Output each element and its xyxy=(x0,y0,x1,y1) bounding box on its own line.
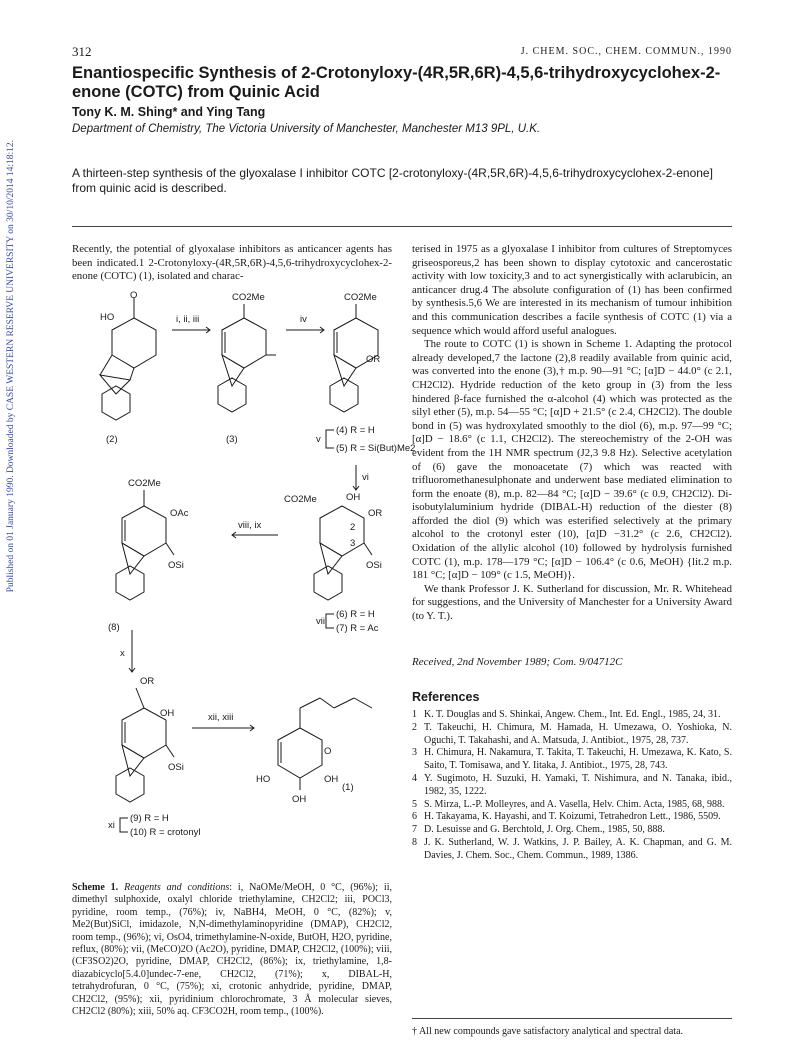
ring-compound-8 xyxy=(122,506,166,556)
intro-paragraph: Recently, the potential of glyoxalase inhibitors as anticancer agents has been indicated.1 2-Crotonyloxy-(4R,5R,6R)-4,5,6-trihydroxycyclohex-2-enone (COTC) (1), isolated and charac- xyxy=(72,243,392,283)
reference-item xyxy=(412,747,732,773)
reference-item xyxy=(412,773,732,799)
page-header xyxy=(72,44,732,62)
reference-number: 4 xyxy=(412,772,417,784)
atom-label: CO2Me xyxy=(128,478,161,489)
cyclohexane-9 xyxy=(116,768,144,802)
reference-text: Y. Sugimoto, H. Suzuki, H. Yamaki, T. Nishimura, and N. Tanaka, ibid., 1982, 35, 1222. xyxy=(424,772,732,797)
journal-running-head: J. CHEM. SOC., CHEM. COMMUN., 1990 xyxy=(520,46,732,57)
atom-label: OSi xyxy=(168,560,184,571)
cyclohexane-8 xyxy=(116,566,144,600)
compound-label-2: (2) xyxy=(106,434,118,445)
atom-label: OH xyxy=(292,794,307,805)
reference-number: 2 xyxy=(412,721,417,733)
compound-label-1: (1) xyxy=(342,782,354,793)
reference-number: 5 xyxy=(412,798,417,810)
atom-label: OAc xyxy=(170,508,189,519)
download-watermark xyxy=(0,140,22,660)
atom-label: HO xyxy=(100,312,115,323)
scheme-1-figure xyxy=(72,290,416,880)
body-paragraph: The route to COTC (1) is shown in Scheme 1. Adapting the protocol already developed,7 the lactone (2),8 readily available from quinic acid, was converted into the enone (3),† m.p. 90—91 °C; [α]D − 44.0° (c 2.1, CH2Cl2). Hydride reduction of the keto group in (3) from the less hindered β-face furnished the α-alcohol (4) which was protected as the silyl ether (5), m.p. 54—55 °C; [α]D + 21.5° (c 2.4, CH2Cl2). The double bond in (5) was hydroxylated smoothly to the diol (6), m.p. 97—99 °C; [α]D − 18.6° (c 1.1, CH2Cl2). The stereochemistry of the 2-OH was evident from the 1H NMR spectrum (J2,3 9.8 Hz). Selective acetylation of (6) gave the monoacetate (7) which was reacted with trifluoromethanesulphonate and underwent base mediated elimination to form the enoate (8), m.p. 82—84 °C; [α]D − 39.6° (c 0.9, CH2Cl2). Di-isobutylaluminium hydride (DIBAL-H) reduction of the diester (8) afforded the diol (9) which was esterified selectively at the primary alcohol to the crotonyl ester (10), [α]D −31.2° (c 2.6, CH2Cl2). Oxidation of the allylic alcohol (10) followed by hydrolysis furnished COTC (1), m.p. 178—179 °C; [α]D − 106.4° (c 0.6, MeOH) {lit.2 m.p. 181 °C; [α]D − 109° (c 1.5, MeOH)}. xyxy=(412,338,732,582)
reference-number: 1 xyxy=(412,709,417,720)
compound-label-4: (4) R = H xyxy=(336,425,375,436)
scheme-caption-text: : i, NaOMe/MeOH, 0 °C, (96%); ii, dimethyl sulphoxide, oxalyl chloride triethylamine, CH2Cl2; iii, POCl3, pyridine, room temp., (76%); iv, NaBH4, MeOH, 0 °C, (82%); v, Me2(But)SiCl, imidazole, N,N-dimethylaminopyridine (DMAP), CH2Cl2, room temp., (96%); vi, OsO4, trimethylamine-N-oxide, ButOH, H2O, pyridine, reflux, (80%); vii, (MeCO)2O (Ac2O), pyridine, DMAP, CH2Cl2, (100%); viii, (CF3SO2)2O, pyridine, DMAP, CH2Cl2, (86%); ix, triethylamine, 1,8-diazabicyclo[5.4.0]undec-7-ene, CH2Cl2, (71%); x, DIBAL-H, tetrahydrofuran, 0 °C, (75%); xi, crotonic anhydride, pyridine, DMAP, CH2Cl2, (95%); xii, pyridinium chlorochromate, 3 Å molecular sieves, CH2Cl2 (80%); xiii, 50% aq. CF3CO2H, room temp., (100%). xyxy=(72,882,392,1018)
atom-label: OR xyxy=(140,676,155,687)
reference-item xyxy=(412,811,732,824)
atom-number: 3 xyxy=(350,538,356,549)
body-paragraph: terised in 1975 as a glyoxalase I inhibitor from cultures of Streptomyces griseosporeus,2 has been shown to display cytotoxic and cancerostatic activity with low toxicity,3 and to act synergistically with aclarubicin, an anticancer drug.4 The absolute configuration of (1) has been confirmed by synthesis.5,6 We are interested in its mechanism of tumour inhibition and this communication describes a facile synthesis of COTC (1) via a sequence which would afford useful analogues. xyxy=(412,243,732,337)
ring-compound-6 xyxy=(320,506,364,556)
reference-number: 6 xyxy=(412,811,417,823)
cyclohexane-2 xyxy=(102,386,130,420)
reference-number: 7 xyxy=(412,824,417,836)
atom-label: HO xyxy=(256,774,271,785)
arrow-label-1: i, ii, iii xyxy=(176,314,200,325)
acetonide-6 xyxy=(320,543,342,574)
arrow-label-6: viii, ix xyxy=(238,520,262,531)
reference-number: 8 xyxy=(412,836,417,848)
reference-item xyxy=(412,837,732,863)
atom-label: OR xyxy=(366,354,381,365)
footnote-rule xyxy=(412,1018,732,1019)
reference-item xyxy=(412,799,732,812)
reference-item xyxy=(412,722,732,748)
atom-label: OH xyxy=(324,774,339,785)
atom-label: OH xyxy=(346,492,361,503)
references-list xyxy=(412,709,732,863)
scheme-caption-title: Reagents and conditions xyxy=(124,882,230,893)
atom-label: CO2Me xyxy=(344,292,377,303)
acetonide-8 xyxy=(122,543,144,574)
article-affiliation: Department of Chemistry, The Victoria University of Manchester, Manchester M13 9PL, U.K. xyxy=(72,123,541,135)
arrow-label-4: vi xyxy=(362,472,369,483)
atom-label: OH xyxy=(160,708,175,719)
reference-text: K. T. Douglas and S. Shinkai, Angew. Chem., Int. Ed. Engl., 1985, 24, 31. xyxy=(424,709,721,720)
atom-label: CO2Me xyxy=(232,292,265,303)
compound-label-10: (10) R = crotonyl xyxy=(130,827,201,838)
compound-label-3: (3) xyxy=(226,434,238,445)
atom-label: OSi xyxy=(366,560,382,571)
reference-text: J. K. Sutherland, W. J. Watkins, J. P. Bailey, A. K. Chapman, and G. M. Davies, J. Chem. Soc., Chem. Commun., 1989, 1386. xyxy=(424,836,732,861)
right-column-body xyxy=(412,243,732,624)
reference-number: 3 xyxy=(412,747,417,759)
arrow-label-3: v xyxy=(316,434,321,445)
download-watermark-text: Published on 01 January 1990. Downloaded by CASE WESTERN RESERVE UNIVERSITY on 30/10/2014 14:18:12. xyxy=(6,140,16,593)
atom-label: CO2Me xyxy=(284,494,317,505)
arrow-label-2: iv xyxy=(300,314,307,325)
scheme-caption xyxy=(72,882,392,1018)
cyclohexane-6 xyxy=(314,566,342,600)
ring-compound-3 xyxy=(222,318,266,368)
abstract-rule xyxy=(72,226,732,227)
acknowledgement-paragraph: We thank Professor J. K. Sutherland for discussion, Mr. R. Whitehead for suggestions, and the University of Manchester for a University Award (to Y. T.). xyxy=(412,582,732,623)
reference-item xyxy=(412,824,732,837)
atom-label: O xyxy=(324,746,332,757)
footnote: † All new compounds gave satisfactory analytical and spectral data. xyxy=(412,1026,684,1037)
reaction-scheme-svg xyxy=(72,290,416,880)
reference-text: D. Lesuisse and G. Berchtold, J. Org. Chem., 1985, 50, 888. xyxy=(424,824,665,836)
atom-label: OSi xyxy=(168,762,184,773)
compound-label-7: (7) R = Ac xyxy=(336,623,379,634)
article-abstract: A thirteen-step synthesis of the glyoxalase I inhibitor COTC [2-crotonyloxy-(4R,5R,6R)-4,5,6-trihydroxycyclohex-2-enone] from quinic acid is described. xyxy=(72,166,713,195)
atom-label: OR xyxy=(368,508,383,519)
arrow-label-8: xi xyxy=(108,820,115,831)
article-title: Enantiospecific Synthesis of 2-Crotonyloxy-(4R,5R,6R)-4,5,6-trihydroxycyclohex-2-enone (COTC) from Quinic Acid xyxy=(72,64,721,101)
acetonide-9 xyxy=(122,745,144,776)
compound-label-6: (6) R = H xyxy=(336,609,375,620)
compound-label-8: (8) xyxy=(108,622,120,633)
cyclohexane-4 xyxy=(330,378,358,412)
reference-item xyxy=(412,709,732,722)
arrow-label-5: vii xyxy=(316,616,325,627)
reference-text: S. Mirza, L.-P. Molleyres, and A. Vasella, Helv. Chim. Acta, 1985, 68, 988. xyxy=(424,798,725,810)
page-number: 312 xyxy=(72,44,92,59)
atom-number: 2 xyxy=(350,522,356,533)
received-date: Received, 2nd November 1989; Com. 9/04712C xyxy=(412,656,623,668)
scheme-caption-label: Scheme 1. xyxy=(72,882,119,893)
reference-text: H. Takayama, K. Hayashi, and T. Koizumi, Tetrahedron Lett., 1986, 5509. xyxy=(424,811,721,823)
cyclohexane-3 xyxy=(218,378,246,412)
reference-text: H. Chimura, H. Nakamura, T. Takita, T. Takeuchi, H. Umezawa, K. Kato, S. Saito, T. Tomisawa, and Y. Iitaka, J. Antibiot., 1975, 28, 743. xyxy=(424,747,732,772)
article-authors: Tony K. M. Shing* and Ying Tang xyxy=(72,105,266,119)
reference-text: T. Takeuchi, H. Chimura, M. Hamada, H. Umezawa, O. Yoshioka, N. Oguchi, T. Takahashi, and A. Matsuda, J. Antibiot., 1975, 28, 737. xyxy=(424,721,732,746)
compound-label-5: (5) R = Si(But)Me2 xyxy=(336,443,416,454)
compound-label-9: (9) R = H xyxy=(130,813,169,824)
references-heading: References xyxy=(412,690,480,704)
ring-compound-2 xyxy=(112,318,156,368)
arrow-label-9: xii, xiii xyxy=(208,712,234,723)
atom-label: O xyxy=(130,290,138,301)
ring-compound-1 xyxy=(278,728,322,778)
arrow-label-7: x xyxy=(120,648,125,659)
